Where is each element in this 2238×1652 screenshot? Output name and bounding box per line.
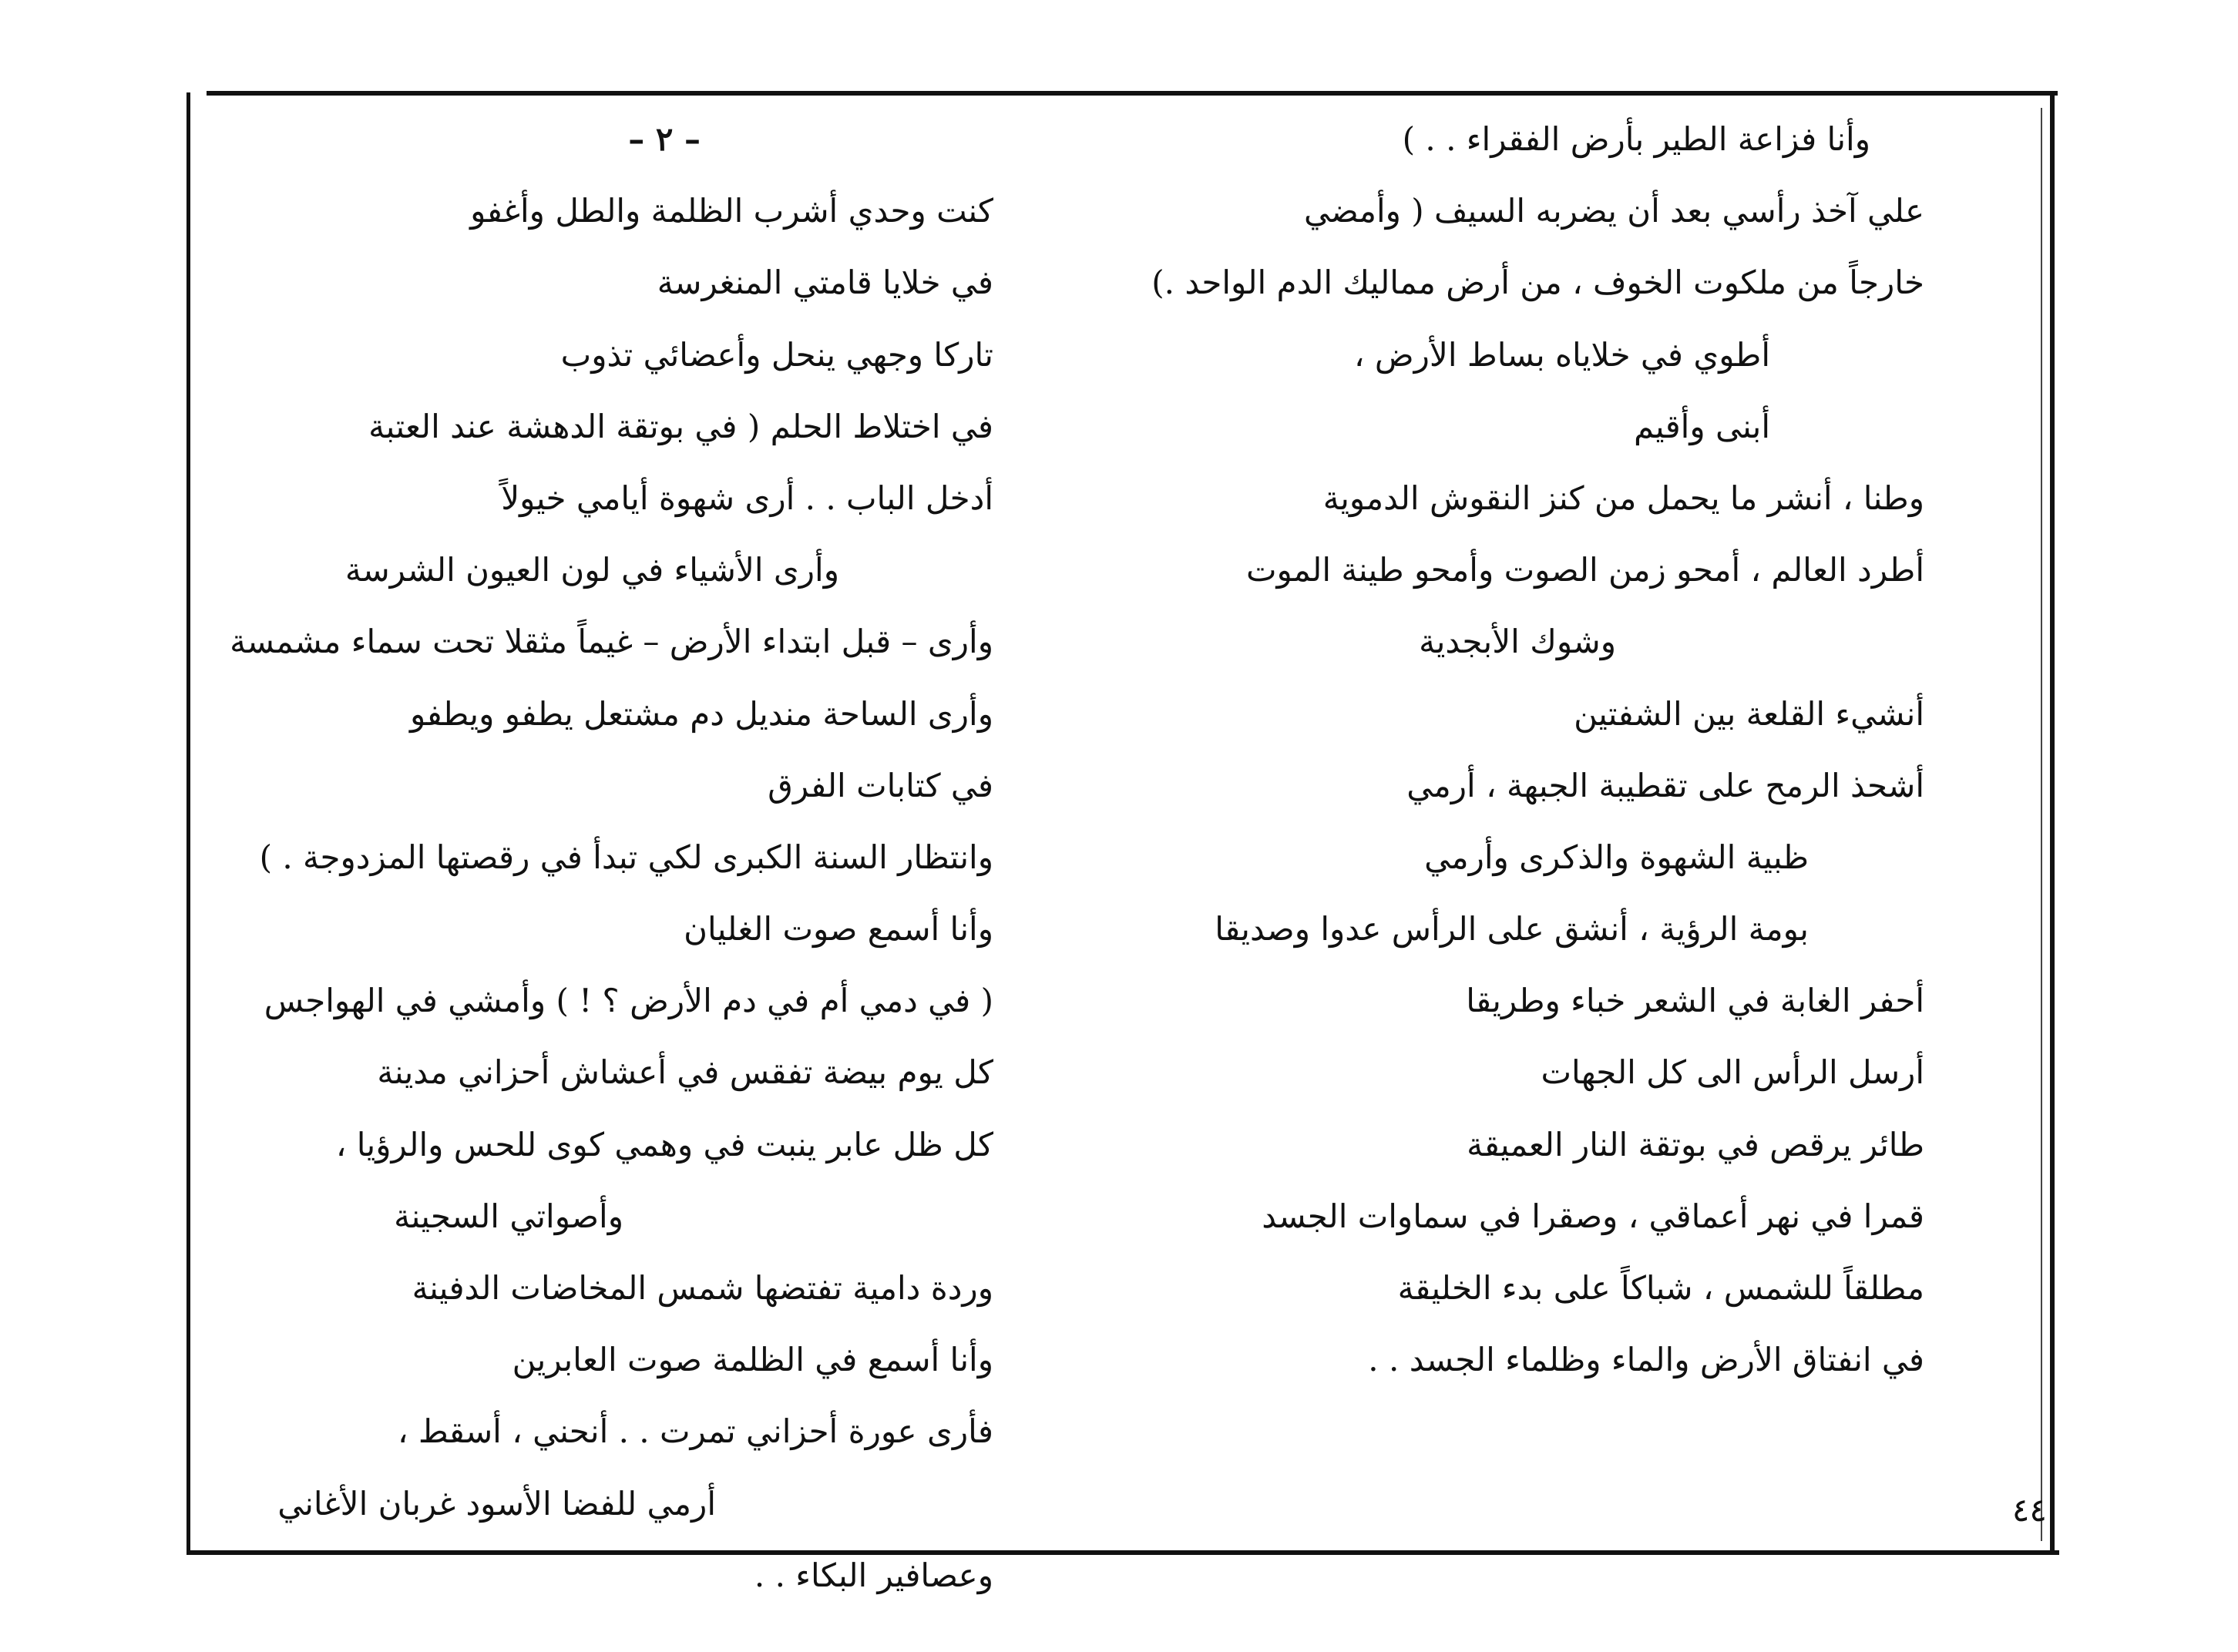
poem-line: وأصواتي السجينة <box>394 1197 623 1235</box>
page-frame-right-rule <box>2050 91 2055 1553</box>
poem-line: طائر يرقص في بوتقة النار العميقة <box>1467 1125 1924 1163</box>
poem-line: أطوي في خلاياه بساط الأرض ، <box>1353 335 1770 374</box>
poem-line: علي آخذ رأسي بعد أن يضربه السيف ( وأمضي <box>1304 192 1924 230</box>
poem-left-column <box>0 103 993 1611</box>
poem-line: وأرى – قبل ابتداء الأرض – غيماً مثقلا تحت سماء مشمسة <box>230 623 993 661</box>
poem-line: وأنا فزاعة الطير بأرض الفقراء . . ) <box>1402 120 1870 158</box>
page-number: ٤٤ <box>2011 1491 2047 1529</box>
page-frame-inner-right-rule <box>2041 108 2042 1541</box>
poem-right-column <box>861 103 1924 1395</box>
poem-line: خارجاً من ملكوت الخوف ، من أرض مماليك الدم الواحد .) <box>1151 264 1924 302</box>
poem-line: قمرا في نهر أعماقي ، وصقرا في سماوات الجسد <box>1262 1197 1924 1235</box>
poem-line: فأرى عورة أحزاني تمرت . . أنحني ، أسقط ، <box>397 1412 993 1451</box>
poem-line: كل يوم بيضة تفقس في أعشاش أحزاني مدينة <box>377 1053 993 1092</box>
poem-line: وأنا أسمع صوت الغليان <box>684 910 993 949</box>
poem-line: أدخل الباب . . أرى شهوة أيامي خيولاً <box>501 478 993 517</box>
section-marker: – ٢ – <box>628 120 701 158</box>
poem-line: وأرى الساحة منديل دم مشتعل يطفو ويطفو <box>409 694 993 733</box>
poem-line: بومة الرؤية ، أنشق على الرأس عدوا وصديقا <box>1215 910 1809 949</box>
poem-line: وأرى الأشياء في لون العيون الشرسة <box>344 551 839 589</box>
poem-line: وردة دامية تفتضها شمس المخاضات الدفينة <box>412 1269 993 1307</box>
poem-line: في كتابات الفرق <box>768 766 993 804</box>
poem-line: أشحذ الرمح على تقطيبة الجبهة ، أرمي <box>1406 766 1924 804</box>
poem-line: في خلايا قامتي المنغرسة <box>657 264 993 302</box>
poem-line: في اختلاط الحلم ( في بوتقة الدهشة عند العتبة <box>368 407 993 445</box>
poem-line: تاركا وجهي ينحل وأعضائي تذوب <box>560 335 993 374</box>
poem-line: وانتظار السنة الكبرى لكي تبدأ في رقصتها المزدوجة . ) <box>259 838 993 876</box>
poem-line: وأنا أسمع في الظلمة صوت العابرين <box>512 1341 993 1379</box>
poem-line: أطرد العالم ، أمحو زمن الصوت وأمحو طينة الموت <box>1246 551 1924 589</box>
poem-line: وطنا ، أنشر ما يحمل من كنز النقوش الدموية <box>1322 478 1924 517</box>
poem-line: أرسل الرأس الى كل الجهات <box>1541 1053 1924 1092</box>
page-frame-top-rule <box>207 91 2058 96</box>
poem-line: ( في دمي أم في دم الأرض ؟ ! ) وأمشي في الهواجس <box>264 982 993 1020</box>
poem-line: كنت وحدي أشرب الظلمة والطل وأغفو <box>470 192 993 230</box>
poem-line: كل ظل عابر ينبت في وهمي كوى للحس والرؤيا ، <box>335 1125 993 1163</box>
poem-line: أنشيء القلعة بين الشفتين <box>1574 694 1924 733</box>
poem-line: أحفر الغابة في الشعر خباء وطريقا <box>1466 982 1924 1020</box>
poem-line: ظبية الشهوة والذكرى وأرمي <box>1424 838 1809 876</box>
poem-line: مطلقاً للشمس ، شباكاً على بدء الخليقة <box>1397 1269 1924 1307</box>
poem-line: وشوك الأبجدية <box>1419 623 1616 661</box>
poem-line: في انفتاق الأرض والماء وظلماء الجسد . . <box>1368 1341 1924 1379</box>
poem-line: أرمي للفضا الأسود غربان الأغاني <box>277 1484 716 1523</box>
poem-line: أبنى وأقيم <box>1633 407 1770 445</box>
poem-line: وعصافير البكاء . . <box>754 1556 993 1594</box>
